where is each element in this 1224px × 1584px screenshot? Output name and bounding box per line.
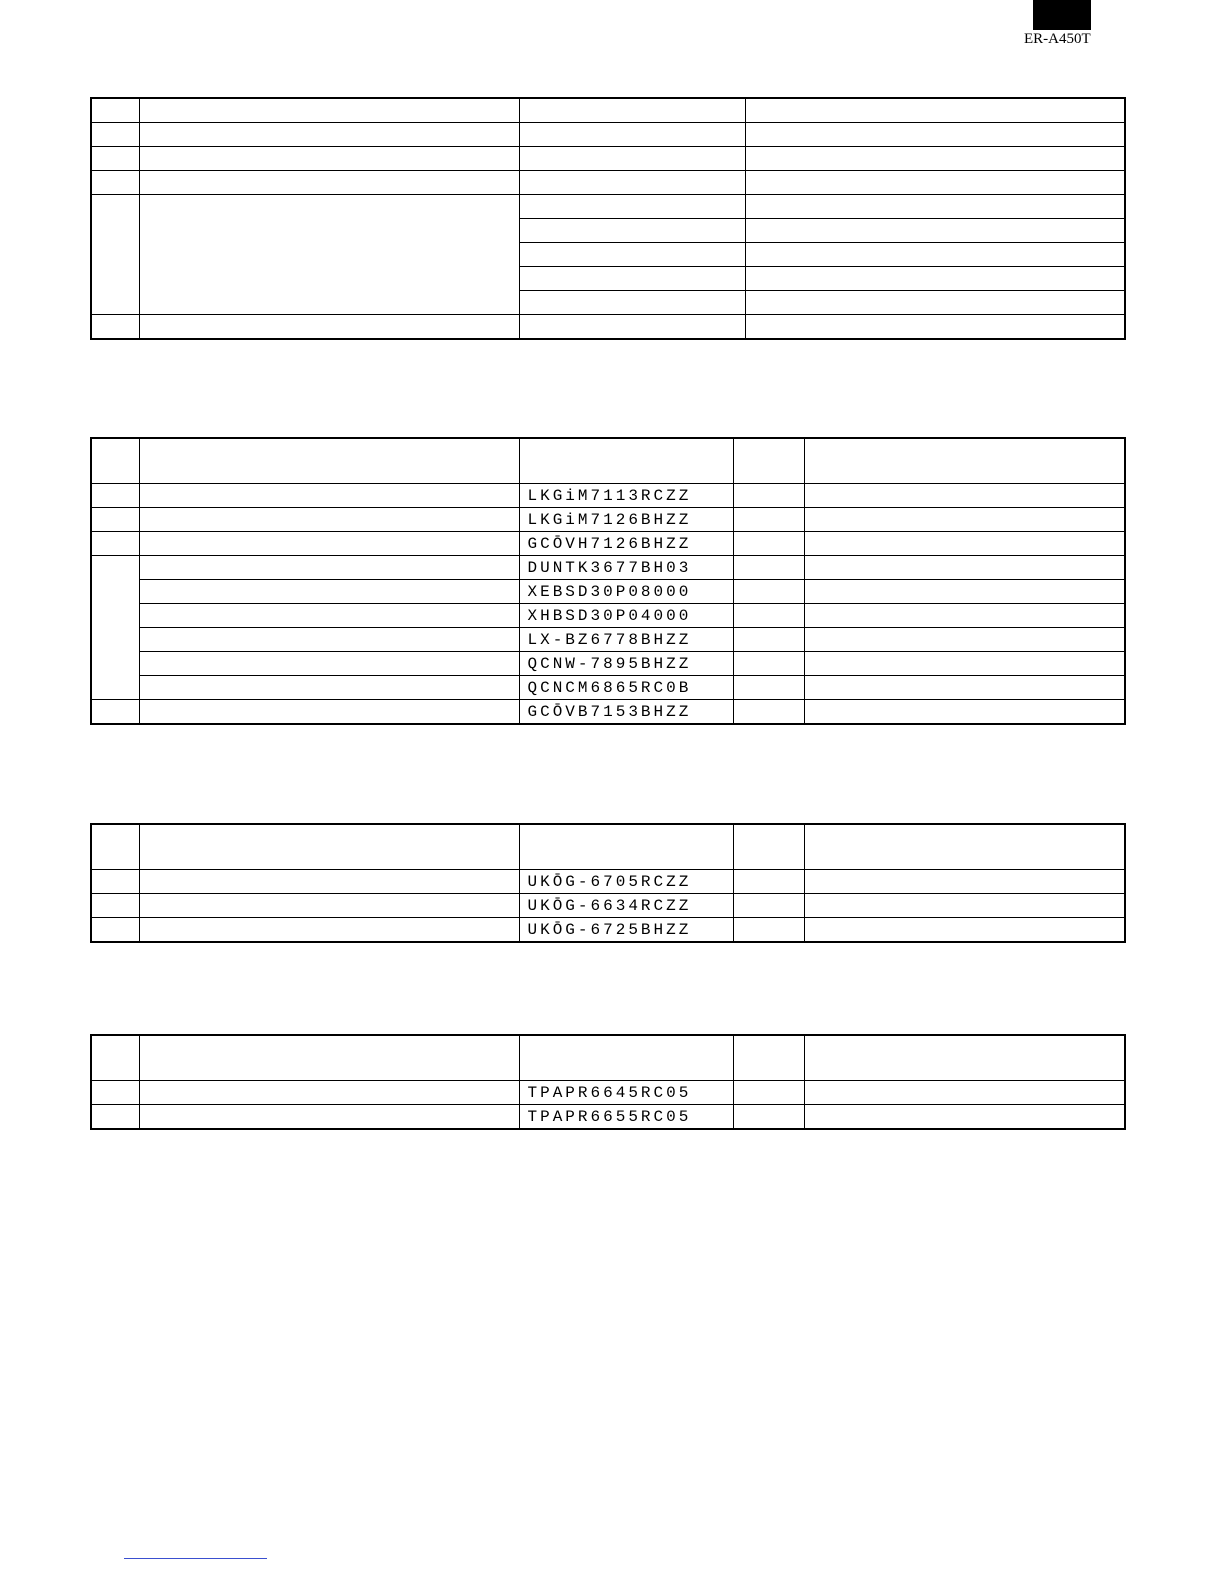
parts-table-3 xyxy=(90,823,1126,943)
spec-table-1 xyxy=(90,97,1126,340)
part-code: UKŌG-6725BHZZ xyxy=(519,918,733,943)
part-code: LKGiM7126BHZZ xyxy=(519,508,733,532)
table-row xyxy=(91,147,1125,171)
table-row xyxy=(91,508,1125,532)
table-row xyxy=(91,894,1125,918)
table-row xyxy=(91,123,1125,147)
parts-table-2 xyxy=(90,437,1126,725)
table-row xyxy=(91,532,1125,556)
table-row xyxy=(91,604,1125,628)
table-header-row xyxy=(91,1035,1125,1081)
part-code: QCNCM6865RC0B xyxy=(519,676,733,700)
table-row xyxy=(91,1081,1125,1105)
table-header-row xyxy=(91,824,1125,870)
part-code: UKŌG-6705RCZZ xyxy=(519,870,733,894)
part-code: LKGiM7113RCZZ xyxy=(519,484,733,508)
table-row xyxy=(91,700,1125,725)
table-row xyxy=(91,98,1125,123)
table-row xyxy=(91,315,1125,340)
table-row xyxy=(91,652,1125,676)
part-code: GCŌVH7126BHZZ xyxy=(519,532,733,556)
part-code: TPAPR6645RC05 xyxy=(519,1081,733,1105)
part-code: DUNTK3677BH03 xyxy=(519,556,733,580)
table-row xyxy=(91,556,1125,580)
table-header-row xyxy=(91,438,1125,484)
table-row xyxy=(91,628,1125,652)
table-row xyxy=(91,676,1125,700)
part-code: TPAPR6655RC05 xyxy=(519,1105,733,1130)
part-code: XEBSD30P08000 xyxy=(519,580,733,604)
part-code: LX-BZ6778BHZZ xyxy=(519,628,733,652)
table-row xyxy=(91,195,1125,219)
part-code: XHBSD30P04000 xyxy=(519,604,733,628)
table-row xyxy=(91,870,1125,894)
table-row xyxy=(91,580,1125,604)
part-code: UKŌG-6634RCZZ xyxy=(519,894,733,918)
page-tab-marker xyxy=(1033,0,1091,30)
table-row xyxy=(91,1105,1125,1130)
model-number: ER-A450T xyxy=(1024,31,1091,47)
part-code: QCNW-7895BHZZ xyxy=(519,652,733,676)
parts-table-4 xyxy=(90,1034,1126,1130)
part-code: GCŌVB7153BHZZ xyxy=(519,700,733,725)
table-row xyxy=(91,171,1125,195)
table-row xyxy=(91,918,1125,943)
footer-rule xyxy=(124,1558,267,1559)
table-row xyxy=(91,484,1125,508)
